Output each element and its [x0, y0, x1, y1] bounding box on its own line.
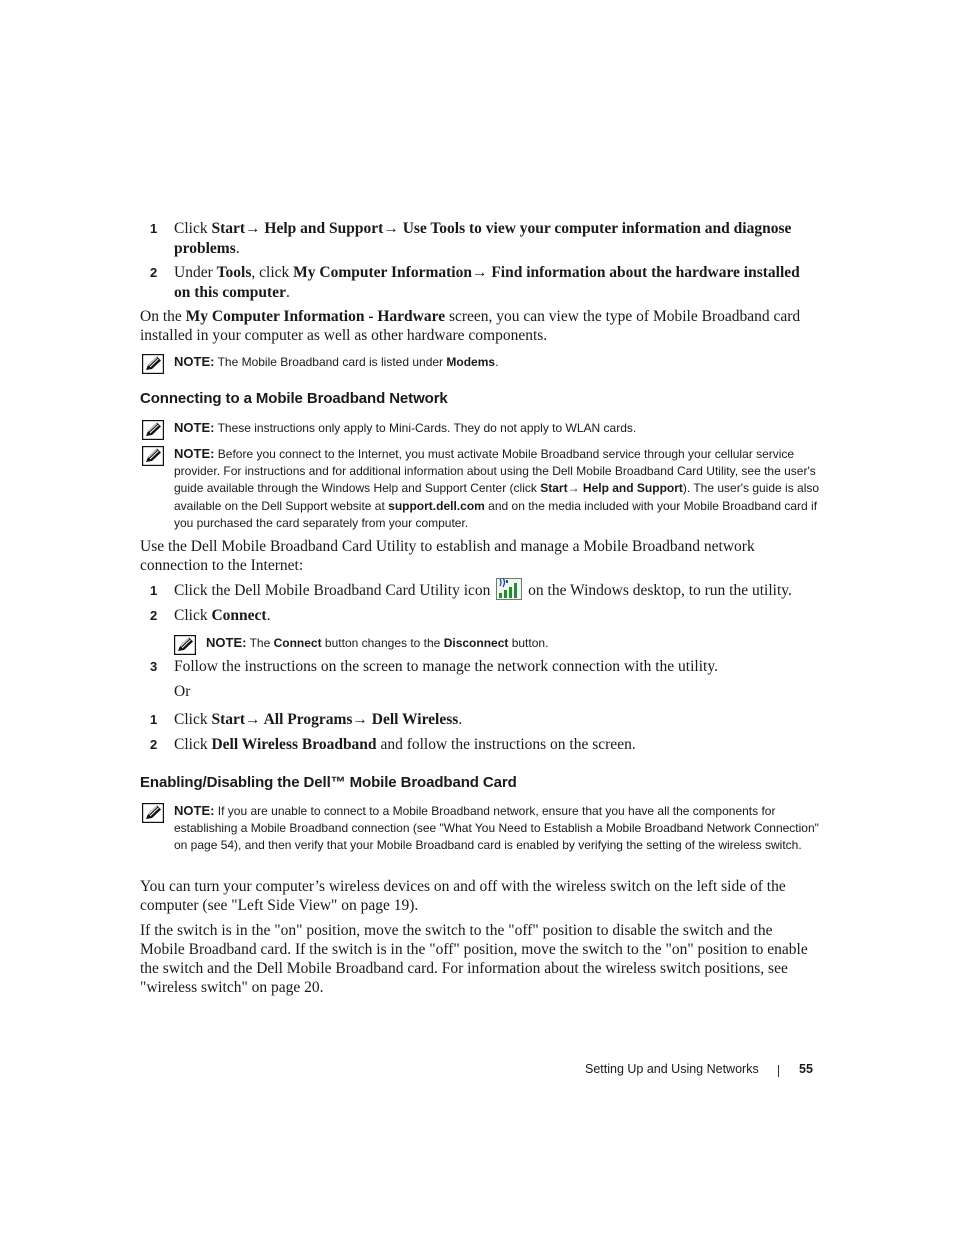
arrow: → — [245, 711, 261, 728]
text: . — [266, 607, 271, 624]
text: . — [285, 283, 290, 301]
note-text — [206, 634, 820, 652]
text: and follow the instructions on the screen. — [376, 736, 636, 753]
note-pencil-icon — [142, 803, 164, 823]
note-pencil-icon — [142, 354, 164, 374]
step-text — [174, 710, 820, 730]
ui-term-dell-wireless-broadband: Dell Wireless Broadband — [211, 736, 377, 753]
step-number: 1 — [150, 712, 158, 727]
step-text — [174, 581, 820, 601]
text: button. — [508, 636, 549, 650]
note-text — [174, 353, 820, 371]
note-pencil-icon — [142, 420, 164, 440]
step-b3 — [140, 657, 820, 677]
arrow: → — [352, 711, 368, 728]
text: The Mobile Broadband card is listed under — [214, 355, 447, 369]
note-pencil-icon — [174, 635, 196, 655]
step-a2 — [140, 263, 820, 302]
note-label: NOTE: — [174, 420, 215, 435]
arrow: → — [567, 481, 580, 496]
note-label: NOTE: — [174, 803, 215, 818]
step-number: 1 — [150, 221, 158, 236]
text: . — [495, 355, 499, 369]
text: The — [246, 636, 274, 650]
text: . — [458, 711, 463, 728]
note-connect-button — [172, 634, 820, 652]
text: These instructions only apply to Mini-Cards. They do not apply to WLAN cards. — [214, 421, 637, 435]
text: screen, you can view the type of Mobile Broadband card installed in your computer as well as other hardware components. — [140, 308, 801, 344]
note-text — [174, 802, 820, 855]
footer-separator — [778, 1065, 779, 1077]
ui-term-my-computer-info: My Computer Information — [293, 264, 472, 281]
note-pencil-icon — [142, 446, 164, 466]
step-c1 — [140, 710, 820, 730]
step-b1 — [140, 581, 820, 601]
ui-term-start: Start — [211, 220, 246, 237]
text: ). The user's guide is also available on the Dell Support website at — [174, 481, 820, 513]
ui-term-connect: Connect — [273, 636, 322, 650]
paragraph-switch-position: If the switch is in the "on" position, move the switch to the "off" position to disable the switch and the Mobile Broadband card. If the switch is in the "off" position, move the switch to the "on" position to enable the switch and the Dell Mobile Broadband card. For information about the wireless switch positions, see "wireless switch" on page 20. — [140, 922, 808, 996]
step-number: 2 — [150, 737, 158, 752]
step-text — [174, 219, 820, 258]
step-text — [174, 606, 820, 626]
support-website-link[interactable]: support.dell.com — [388, 498, 485, 513]
text: If you are unable to connect to a Mobile Broadband network, ensure that you have all the components for establishing a Mobile Broadband connection (see "What You Need to Establish a Mobile Broadband Network Connection" on page 54), and then verify that your Mobile Broadband card is enabled by verifying the setting of the wireless switch. — [174, 804, 819, 853]
section-heading-enabling: Enabling/Disabling the Dell™ Mobile Broadband Card — [140, 774, 517, 791]
mobile-broadband-utility-icon — [496, 578, 522, 600]
paragraph-hardware — [140, 307, 818, 345]
text: Click the Dell Mobile Broadband Card Utility icon — [174, 582, 495, 599]
text: Click — [174, 711, 212, 728]
note-text — [174, 445, 820, 532]
step-number: 3 — [150, 659, 158, 674]
text: . — [235, 239, 240, 257]
text: and on the media included with your Mobile Broadband card if you purchased the card separately from your computer. — [174, 498, 818, 530]
text: Click — [174, 736, 212, 753]
ui-term-help-support: Help and Support — [260, 220, 384, 237]
note-activate-service — [140, 445, 820, 532]
text: on the Windows desktop, to run the utility. — [524, 582, 792, 599]
text: On the — [140, 308, 186, 325]
ui-term-disconnect: Disconnect — [443, 636, 509, 650]
note-label: NOTE: — [206, 635, 247, 650]
text: Click — [174, 607, 212, 624]
step-a1 — [140, 219, 820, 258]
arrow: → — [383, 220, 399, 237]
text: Before you connect to the Internet, you must activate Mobile Broadband service through your cellular service provider. For instructions and for additional information about using the Dell Mobile Broadband Card Utility, see the user's guide available through the Windows Help and Support Center (click — [174, 447, 816, 496]
ui-term-help-support: Help and Support — [579, 481, 683, 496]
text: button changes to the — [321, 636, 444, 650]
step-number: 2 — [150, 265, 158, 280]
text: , click — [251, 264, 294, 281]
step-c2 — [140, 735, 820, 755]
note-mini-cards — [140, 419, 820, 437]
note-text — [174, 419, 820, 437]
paragraph-wireless-switch: You can turn your computer’s wireless devices on and off with the wireless switch on the left side of the computer (see "Left Side View" on page 19). — [140, 878, 786, 914]
ui-term-hardware-screen: My Computer Information - Hardware — [185, 308, 446, 325]
section-heading-connecting: Connecting to a Mobile Broadband Network — [140, 390, 448, 407]
note-label: NOTE: — [174, 446, 215, 461]
ui-term-all-programs: All Programs — [260, 711, 353, 728]
step-number: 2 — [150, 608, 158, 623]
ui-term-dell-wireless: Dell Wireless — [367, 711, 459, 728]
text: Under — [174, 264, 217, 281]
step-text — [174, 735, 820, 755]
or-separator: Or — [174, 683, 191, 700]
page-number: 55 — [799, 1062, 813, 1076]
step-number: 1 — [150, 583, 158, 598]
note-modems — [140, 353, 820, 371]
ui-term-tools: Tools — [216, 264, 252, 281]
paragraph-use-utility: Use the Dell Mobile Broadband Card Utility to establish and manage a Mobile Broadband network connection to the Internet: — [140, 538, 755, 574]
note-unable-to-connect — [140, 802, 820, 855]
ui-term-start: Start — [540, 481, 568, 496]
ui-term-start: Start — [211, 711, 246, 728]
ui-term-connect: Connect — [211, 607, 267, 624]
ui-term-find-info: Find information about the hardware installed on this computer — [174, 264, 800, 301]
step-b2 — [140, 606, 820, 626]
ui-term-modems: Modems — [446, 355, 496, 369]
arrow: → — [245, 220, 261, 237]
footer-section-title: Setting Up and Using Networks — [585, 1062, 759, 1076]
ui-term-use-tools: Use Tools to view your computer information and diagnose problems — [174, 220, 792, 257]
step-text — [174, 263, 820, 302]
arrow: → — [471, 264, 488, 281]
step-text: Follow the instructions on the screen to manage the network connection with the utility. — [174, 658, 718, 675]
text: Click — [174, 220, 212, 237]
note-label: NOTE: — [174, 354, 215, 369]
